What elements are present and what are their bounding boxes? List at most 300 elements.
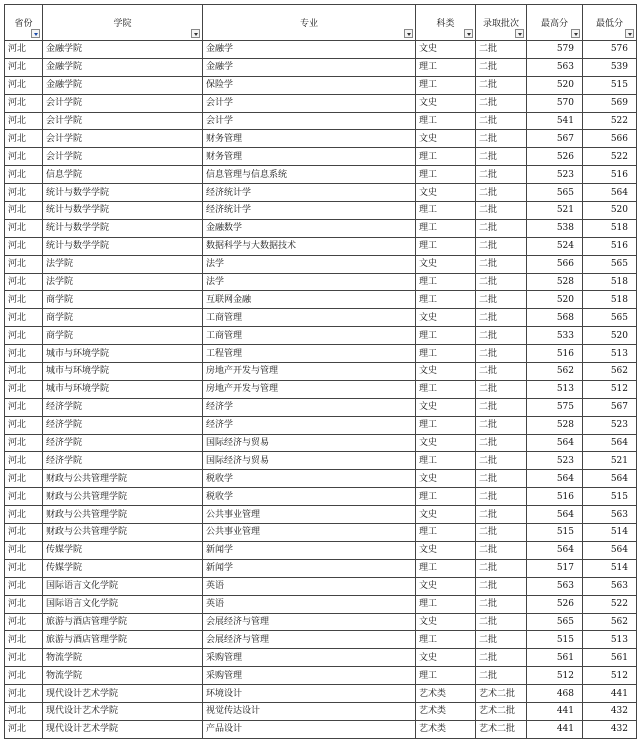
cell-max-score[interactable]: 513 (527, 380, 583, 398)
cell-province[interactable]: 河北 (5, 345, 43, 363)
cell-min-score[interactable]: 561 (583, 649, 637, 667)
cell-category[interactable]: 理工 (416, 327, 476, 345)
cell-category[interactable]: 艺术类 (416, 685, 476, 703)
cell-min-score[interactable]: 563 (583, 506, 637, 524)
cell-batch[interactable]: 二批 (476, 202, 527, 220)
cell-province[interactable]: 河北 (5, 148, 43, 166)
cell-major[interactable]: 英语 (203, 577, 416, 595)
cell-college[interactable]: 国际语言文化学院 (43, 595, 203, 613)
cell-province[interactable]: 河北 (5, 416, 43, 434)
cell-category[interactable]: 文史 (416, 434, 476, 452)
cell-max-score[interactable]: 520 (527, 291, 583, 309)
cell-major[interactable]: 英语 (203, 595, 416, 613)
cell-category[interactable]: 理工 (416, 345, 476, 363)
cell-max-score[interactable]: 563 (527, 577, 583, 595)
cell-batch[interactable]: 二批 (476, 667, 527, 685)
filter-dropdown-icon[interactable] (571, 29, 580, 38)
cell-batch[interactable]: 二批 (476, 327, 527, 345)
cell-province[interactable]: 河北 (5, 667, 43, 685)
header-category (416, 5, 476, 41)
cell-batch[interactable]: 二批 (476, 398, 527, 416)
cell-major[interactable]: 工程管理 (203, 345, 416, 363)
cell-min-score[interactable]: 512 (583, 667, 637, 685)
cell-category[interactable]: 理工 (416, 559, 476, 577)
cell-college[interactable]: 传媒学院 (43, 559, 203, 577)
cell-max-score[interactable]: 563 (527, 58, 583, 76)
cell-province[interactable]: 河北 (5, 398, 43, 416)
cell-batch[interactable]: 二批 (476, 524, 527, 542)
cell-min-score[interactable]: 522 (583, 112, 637, 130)
cell-min-score[interactable]: 515 (583, 488, 637, 506)
cell-province[interactable]: 河北 (5, 202, 43, 220)
cell-max-score[interactable]: 512 (527, 667, 583, 685)
cell-category[interactable]: 理工 (416, 488, 476, 506)
cell-major[interactable]: 数据科学与大数据技术 (203, 237, 416, 255)
cell-max-score[interactable]: 564 (527, 506, 583, 524)
cell-min-score[interactable]: 562 (583, 363, 637, 381)
table-row (5, 166, 637, 184)
cell-college[interactable]: 旅游与酒店管理学院 (43, 613, 203, 631)
table-row (5, 577, 637, 595)
cell-college[interactable]: 现代设计艺术学院 (43, 685, 203, 703)
cell-category[interactable]: 理工 (416, 237, 476, 255)
cell-batch[interactable]: 二批 (476, 631, 527, 649)
header-row (5, 5, 637, 41)
cell-province[interactable]: 河北 (5, 380, 43, 398)
filter-dropdown-icon[interactable] (191, 29, 200, 38)
cell-max-score[interactable]: 523 (527, 166, 583, 184)
cell-province[interactable]: 河北 (5, 541, 43, 559)
cell-college[interactable]: 法学院 (43, 255, 203, 273)
cell-major[interactable]: 信息管理与信息系统 (203, 166, 416, 184)
cell-major[interactable]: 房地产开发与管理 (203, 363, 416, 381)
cell-province[interactable]: 河北 (5, 184, 43, 202)
cell-province[interactable]: 河北 (5, 470, 43, 488)
cell-province[interactable]: 河北 (5, 506, 43, 524)
cell-college[interactable]: 城市与环境学院 (43, 363, 203, 381)
cell-max-score[interactable]: 568 (527, 309, 583, 327)
cell-college[interactable]: 统计与数学学院 (43, 184, 203, 202)
cell-province[interactable]: 河北 (5, 685, 43, 703)
cell-category[interactable]: 文史 (416, 309, 476, 327)
cell-batch[interactable]: 二批 (476, 41, 527, 59)
cell-category[interactable]: 理工 (416, 112, 476, 130)
cell-batch[interactable]: 二批 (476, 452, 527, 470)
header-label: 最低分 (595, 19, 623, 29)
cell-batch[interactable]: 二批 (476, 166, 527, 184)
cell-category[interactable]: 文史 (416, 577, 476, 595)
cell-major[interactable]: 会展经济与管理 (203, 631, 416, 649)
cell-major[interactable]: 税收学 (203, 470, 416, 488)
cell-major[interactable]: 新闻学 (203, 559, 416, 577)
cell-college[interactable]: 物流学院 (43, 667, 203, 685)
cell-batch[interactable]: 二批 (476, 58, 527, 76)
cell-max-score[interactable]: 526 (527, 595, 583, 613)
cell-province[interactable]: 河北 (5, 41, 43, 59)
cell-min-score[interactable]: 567 (583, 398, 637, 416)
cell-batch[interactable]: 二批 (476, 541, 527, 559)
cell-college[interactable]: 城市与环境学院 (43, 380, 203, 398)
cell-batch[interactable]: 二批 (476, 613, 527, 631)
cell-max-score[interactable]: 524 (527, 237, 583, 255)
cell-max-score[interactable]: 517 (527, 559, 583, 577)
cell-max-score[interactable]: 526 (527, 148, 583, 166)
cell-category[interactable]: 艺术类 (416, 702, 476, 720)
cell-college[interactable]: 财政与公共管理学院 (43, 470, 203, 488)
cell-major[interactable]: 法学 (203, 273, 416, 291)
cell-college[interactable]: 经济学院 (43, 452, 203, 470)
cell-batch[interactable]: 二批 (476, 94, 527, 112)
cell-min-score[interactable]: 513 (583, 345, 637, 363)
cell-major[interactable]: 环境设计 (203, 685, 416, 703)
cell-college[interactable]: 经济学院 (43, 434, 203, 452)
cell-batch[interactable]: 二批 (476, 273, 527, 291)
cell-major[interactable]: 财务管理 (203, 130, 416, 148)
cell-college[interactable]: 经济学院 (43, 416, 203, 434)
cell-college[interactable]: 法学院 (43, 273, 203, 291)
cell-min-score[interactable]: 520 (583, 202, 637, 220)
cell-max-score[interactable]: 570 (527, 94, 583, 112)
cell-province[interactable]: 河北 (5, 94, 43, 112)
cell-min-score[interactable]: 563 (583, 577, 637, 595)
cell-max-score[interactable]: 567 (527, 130, 583, 148)
cell-college[interactable]: 现代设计艺术学院 (43, 720, 203, 738)
cell-college[interactable]: 经济学院 (43, 398, 203, 416)
cell-category[interactable]: 理工 (416, 291, 476, 309)
cell-category[interactable]: 文史 (416, 363, 476, 381)
cell-batch[interactable]: 二批 (476, 380, 527, 398)
cell-min-score[interactable]: 521 (583, 452, 637, 470)
cell-max-score[interactable]: 566 (527, 255, 583, 273)
cell-max-score[interactable]: 575 (527, 398, 583, 416)
cell-batch[interactable]: 二批 (476, 255, 527, 273)
cell-category[interactable]: 文史 (416, 470, 476, 488)
cell-batch[interactable]: 二批 (476, 577, 527, 595)
cell-max-score[interactable]: 528 (527, 416, 583, 434)
cell-min-score[interactable]: 564 (583, 184, 637, 202)
cell-major[interactable]: 财务管理 (203, 148, 416, 166)
cell-major[interactable]: 法学 (203, 255, 416, 273)
cell-min-score[interactable]: 564 (583, 470, 637, 488)
cell-province[interactable]: 河北 (5, 273, 43, 291)
table-row (5, 541, 637, 559)
cell-max-score[interactable]: 579 (527, 41, 583, 59)
cell-major[interactable]: 公共事业管理 (203, 524, 416, 542)
cell-min-score[interactable]: 518 (583, 219, 637, 237)
cell-college[interactable]: 商学院 (43, 309, 203, 327)
cell-major[interactable]: 视觉传达设计 (203, 702, 416, 720)
cell-min-score[interactable]: 513 (583, 631, 637, 649)
cell-province[interactable]: 河北 (5, 237, 43, 255)
cell-max-score[interactable]: 516 (527, 488, 583, 506)
cell-max-score[interactable]: 541 (527, 112, 583, 130)
table-row (5, 506, 637, 524)
table-row (5, 130, 637, 148)
cell-province[interactable]: 河北 (5, 524, 43, 542)
cell-province[interactable]: 河北 (5, 309, 43, 327)
cell-category[interactable]: 理工 (416, 452, 476, 470)
cell-province[interactable]: 河北 (5, 577, 43, 595)
cell-min-score[interactable]: 565 (583, 255, 637, 273)
cell-major[interactable]: 金融学 (203, 58, 416, 76)
cell-province[interactable]: 河北 (5, 291, 43, 309)
cell-min-score[interactable]: 569 (583, 94, 637, 112)
cell-province[interactable]: 河北 (5, 559, 43, 577)
cell-major[interactable]: 公共事业管理 (203, 506, 416, 524)
cell-min-score[interactable]: 518 (583, 273, 637, 291)
cell-category[interactable]: 理工 (416, 380, 476, 398)
cell-category[interactable]: 文史 (416, 506, 476, 524)
cell-max-score[interactable]: 533 (527, 327, 583, 345)
cell-category[interactable]: 文史 (416, 130, 476, 148)
cell-college[interactable]: 统计与数学学院 (43, 219, 203, 237)
cell-min-score[interactable]: 566 (583, 130, 637, 148)
table-row (5, 345, 637, 363)
cell-min-score[interactable]: 441 (583, 685, 637, 703)
cell-max-score[interactable]: 562 (527, 363, 583, 381)
cell-min-score[interactable]: 564 (583, 541, 637, 559)
table-row (5, 363, 637, 381)
cell-category[interactable]: 理工 (416, 524, 476, 542)
cell-province[interactable]: 河北 (5, 112, 43, 130)
cell-min-score[interactable]: 522 (583, 148, 637, 166)
cell-batch[interactable]: 二批 (476, 649, 527, 667)
cell-batch[interactable]: 二批 (476, 363, 527, 381)
cell-batch[interactable]: 二批 (476, 237, 527, 255)
cell-major[interactable]: 会计学 (203, 112, 416, 130)
cell-province[interactable]: 河北 (5, 130, 43, 148)
cell-category[interactable]: 理工 (416, 58, 476, 76)
cell-batch[interactable]: 二批 (476, 148, 527, 166)
cell-major[interactable]: 经济学 (203, 416, 416, 434)
cell-category[interactable]: 理工 (416, 595, 476, 613)
table-row (5, 219, 637, 237)
cell-college[interactable]: 金融学院 (43, 76, 203, 94)
table-row (5, 58, 637, 76)
cell-major[interactable]: 金融数学 (203, 219, 416, 237)
cell-batch[interactable]: 二批 (476, 488, 527, 506)
cell-min-score[interactable]: 514 (583, 559, 637, 577)
cell-max-score[interactable]: 515 (527, 631, 583, 649)
cell-province[interactable]: 河北 (5, 613, 43, 631)
cell-college[interactable]: 会计学院 (43, 130, 203, 148)
cell-max-score[interactable]: 564 (527, 434, 583, 452)
cell-category[interactable]: 文史 (416, 541, 476, 559)
cell-province[interactable]: 河北 (5, 219, 43, 237)
cell-province[interactable]: 河北 (5, 452, 43, 470)
cell-min-score[interactable]: 518 (583, 291, 637, 309)
cell-batch[interactable]: 二批 (476, 416, 527, 434)
cell-batch[interactable]: 二批 (476, 76, 527, 94)
cell-min-score[interactable]: 576 (583, 41, 637, 59)
cell-batch[interactable]: 二批 (476, 434, 527, 452)
cell-batch[interactable]: 二批 (476, 291, 527, 309)
cell-category[interactable]: 理工 (416, 631, 476, 649)
cell-min-score[interactable]: 522 (583, 595, 637, 613)
cell-major[interactable]: 税收学 (203, 488, 416, 506)
cell-college[interactable]: 金融学院 (43, 41, 203, 59)
cell-major[interactable]: 国际经济与贸易 (203, 452, 416, 470)
cell-major[interactable]: 金融学 (203, 41, 416, 59)
cell-major[interactable]: 工商管理 (203, 309, 416, 327)
cell-min-score[interactable]: 520 (583, 327, 637, 345)
cell-province[interactable]: 河北 (5, 631, 43, 649)
cell-college[interactable]: 财政与公共管理学院 (43, 488, 203, 506)
cell-college[interactable]: 信息学院 (43, 166, 203, 184)
cell-province[interactable]: 河北 (5, 702, 43, 720)
cell-college[interactable]: 财政与公共管理学院 (43, 524, 203, 542)
cell-college[interactable]: 统计与数学学院 (43, 202, 203, 220)
cell-max-score[interactable]: 528 (527, 273, 583, 291)
cell-college[interactable]: 会计学院 (43, 112, 203, 130)
cell-major[interactable]: 经济学 (203, 398, 416, 416)
cell-category[interactable]: 理工 (416, 166, 476, 184)
cell-college[interactable]: 商学院 (43, 327, 203, 345)
cell-major[interactable]: 工商管理 (203, 327, 416, 345)
cell-batch[interactable]: 二批 (476, 506, 527, 524)
cell-batch[interactable]: 艺术二批 (476, 720, 527, 738)
cell-max-score[interactable]: 561 (527, 649, 583, 667)
table-body (5, 41, 637, 739)
table-row (5, 398, 637, 416)
cell-province[interactable]: 河北 (5, 58, 43, 76)
cell-college[interactable]: 商学院 (43, 291, 203, 309)
cell-province[interactable]: 河北 (5, 363, 43, 381)
cell-batch[interactable]: 二批 (476, 470, 527, 488)
table-row (5, 416, 637, 434)
cell-max-score[interactable]: 523 (527, 452, 583, 470)
cell-province[interactable]: 河北 (5, 595, 43, 613)
cell-max-score[interactable]: 565 (527, 613, 583, 631)
cell-major[interactable]: 产品设计 (203, 720, 416, 738)
cell-category[interactable]: 文史 (416, 94, 476, 112)
cell-min-score[interactable]: 523 (583, 416, 637, 434)
cell-college[interactable]: 物流学院 (43, 649, 203, 667)
cell-max-score[interactable]: 565 (527, 184, 583, 202)
table-row (5, 273, 637, 291)
cell-major[interactable]: 会展经济与管理 (203, 613, 416, 631)
cell-min-score[interactable]: 539 (583, 58, 637, 76)
cell-min-score[interactable]: 432 (583, 702, 637, 720)
table-row (5, 309, 637, 327)
table-row (5, 41, 637, 59)
cell-category[interactable]: 理工 (416, 76, 476, 94)
cell-category[interactable]: 文史 (416, 398, 476, 416)
cell-province[interactable]: 河北 (5, 327, 43, 345)
cell-max-score[interactable]: 564 (527, 470, 583, 488)
cell-category[interactable]: 艺术类 (416, 720, 476, 738)
cell-category[interactable]: 理工 (416, 416, 476, 434)
cell-batch[interactable]: 二批 (476, 219, 527, 237)
cell-max-score[interactable]: 564 (527, 541, 583, 559)
cell-min-score[interactable]: 512 (583, 380, 637, 398)
cell-category[interactable]: 理工 (416, 202, 476, 220)
cell-college[interactable]: 现代设计艺术学院 (43, 702, 203, 720)
cell-category[interactable]: 文史 (416, 255, 476, 273)
cell-college[interactable]: 传媒学院 (43, 541, 203, 559)
cell-min-score[interactable]: 515 (583, 76, 637, 94)
cell-major[interactable]: 国际经济与贸易 (203, 434, 416, 452)
cell-college[interactable]: 会计学院 (43, 94, 203, 112)
table-row (5, 685, 637, 703)
cell-category[interactable]: 理工 (416, 148, 476, 166)
cell-batch[interactable]: 二批 (476, 130, 527, 148)
cell-major[interactable]: 会计学 (203, 94, 416, 112)
cell-major[interactable]: 房地产开发与管理 (203, 380, 416, 398)
filter-dropdown-icon[interactable] (515, 29, 524, 38)
cell-major[interactable]: 采购管理 (203, 649, 416, 667)
cell-batch[interactable]: 二批 (476, 345, 527, 363)
filter-dropdown-icon[interactable] (464, 29, 473, 38)
cell-category[interactable]: 文史 (416, 613, 476, 631)
cell-max-score[interactable]: 516 (527, 345, 583, 363)
cell-major[interactable]: 经济统计学 (203, 202, 416, 220)
cell-college[interactable]: 国际语言文化学院 (43, 577, 203, 595)
cell-batch[interactable]: 二批 (476, 184, 527, 202)
cell-province[interactable]: 河北 (5, 720, 43, 738)
cell-major[interactable]: 互联网金融 (203, 291, 416, 309)
cell-max-score[interactable]: 520 (527, 76, 583, 94)
cell-min-score[interactable]: 514 (583, 524, 637, 542)
cell-college[interactable]: 城市与环境学院 (43, 345, 203, 363)
cell-batch[interactable]: 二批 (476, 595, 527, 613)
cell-min-score[interactable]: 564 (583, 434, 637, 452)
cell-min-score[interactable]: 562 (583, 613, 637, 631)
cell-category[interactable]: 文史 (416, 41, 476, 59)
cell-province[interactable]: 河北 (5, 649, 43, 667)
cell-min-score[interactable]: 516 (583, 237, 637, 255)
cell-province[interactable]: 河北 (5, 434, 43, 452)
cell-batch[interactable]: 二批 (476, 559, 527, 577)
filter-dropdown-icon[interactable] (625, 29, 634, 38)
cell-max-score[interactable]: 441 (527, 702, 583, 720)
cell-category[interactable]: 理工 (416, 273, 476, 291)
cell-province[interactable]: 河北 (5, 166, 43, 184)
cell-min-score[interactable]: 516 (583, 166, 637, 184)
cell-max-score[interactable]: 515 (527, 524, 583, 542)
cell-min-score[interactable]: 565 (583, 309, 637, 327)
cell-batch[interactable]: 艺术二批 (476, 685, 527, 703)
cell-category[interactable]: 理工 (416, 219, 476, 237)
cell-batch[interactable]: 二批 (476, 309, 527, 327)
cell-max-score[interactable]: 468 (527, 685, 583, 703)
cell-major[interactable]: 经济统计学 (203, 184, 416, 202)
cell-major[interactable]: 采购管理 (203, 667, 416, 685)
cell-max-score[interactable]: 538 (527, 219, 583, 237)
cell-province[interactable]: 河北 (5, 255, 43, 273)
cell-category[interactable]: 文史 (416, 184, 476, 202)
cell-min-score[interactable]: 432 (583, 720, 637, 738)
filter-dropdown-icon[interactable] (404, 29, 413, 38)
cell-province[interactable]: 河北 (5, 488, 43, 506)
cell-max-score[interactable]: 441 (527, 720, 583, 738)
cell-college[interactable]: 统计与数学学院 (43, 237, 203, 255)
cell-province[interactable]: 河北 (5, 76, 43, 94)
cell-college[interactable]: 旅游与酒店管理学院 (43, 631, 203, 649)
filter-dropdown-icon[interactable] (31, 29, 40, 38)
cell-max-score[interactable]: 521 (527, 202, 583, 220)
cell-batch[interactable]: 艺术二批 (476, 702, 527, 720)
cell-batch[interactable]: 二批 (476, 112, 527, 130)
cell-category[interactable]: 文史 (416, 649, 476, 667)
cell-college[interactable]: 金融学院 (43, 58, 203, 76)
cell-college[interactable]: 财政与公共管理学院 (43, 506, 203, 524)
cell-major[interactable]: 保险学 (203, 76, 416, 94)
cell-college[interactable]: 会计学院 (43, 148, 203, 166)
cell-major[interactable]: 新闻学 (203, 541, 416, 559)
table-row (5, 452, 637, 470)
cell-category[interactable]: 理工 (416, 667, 476, 685)
